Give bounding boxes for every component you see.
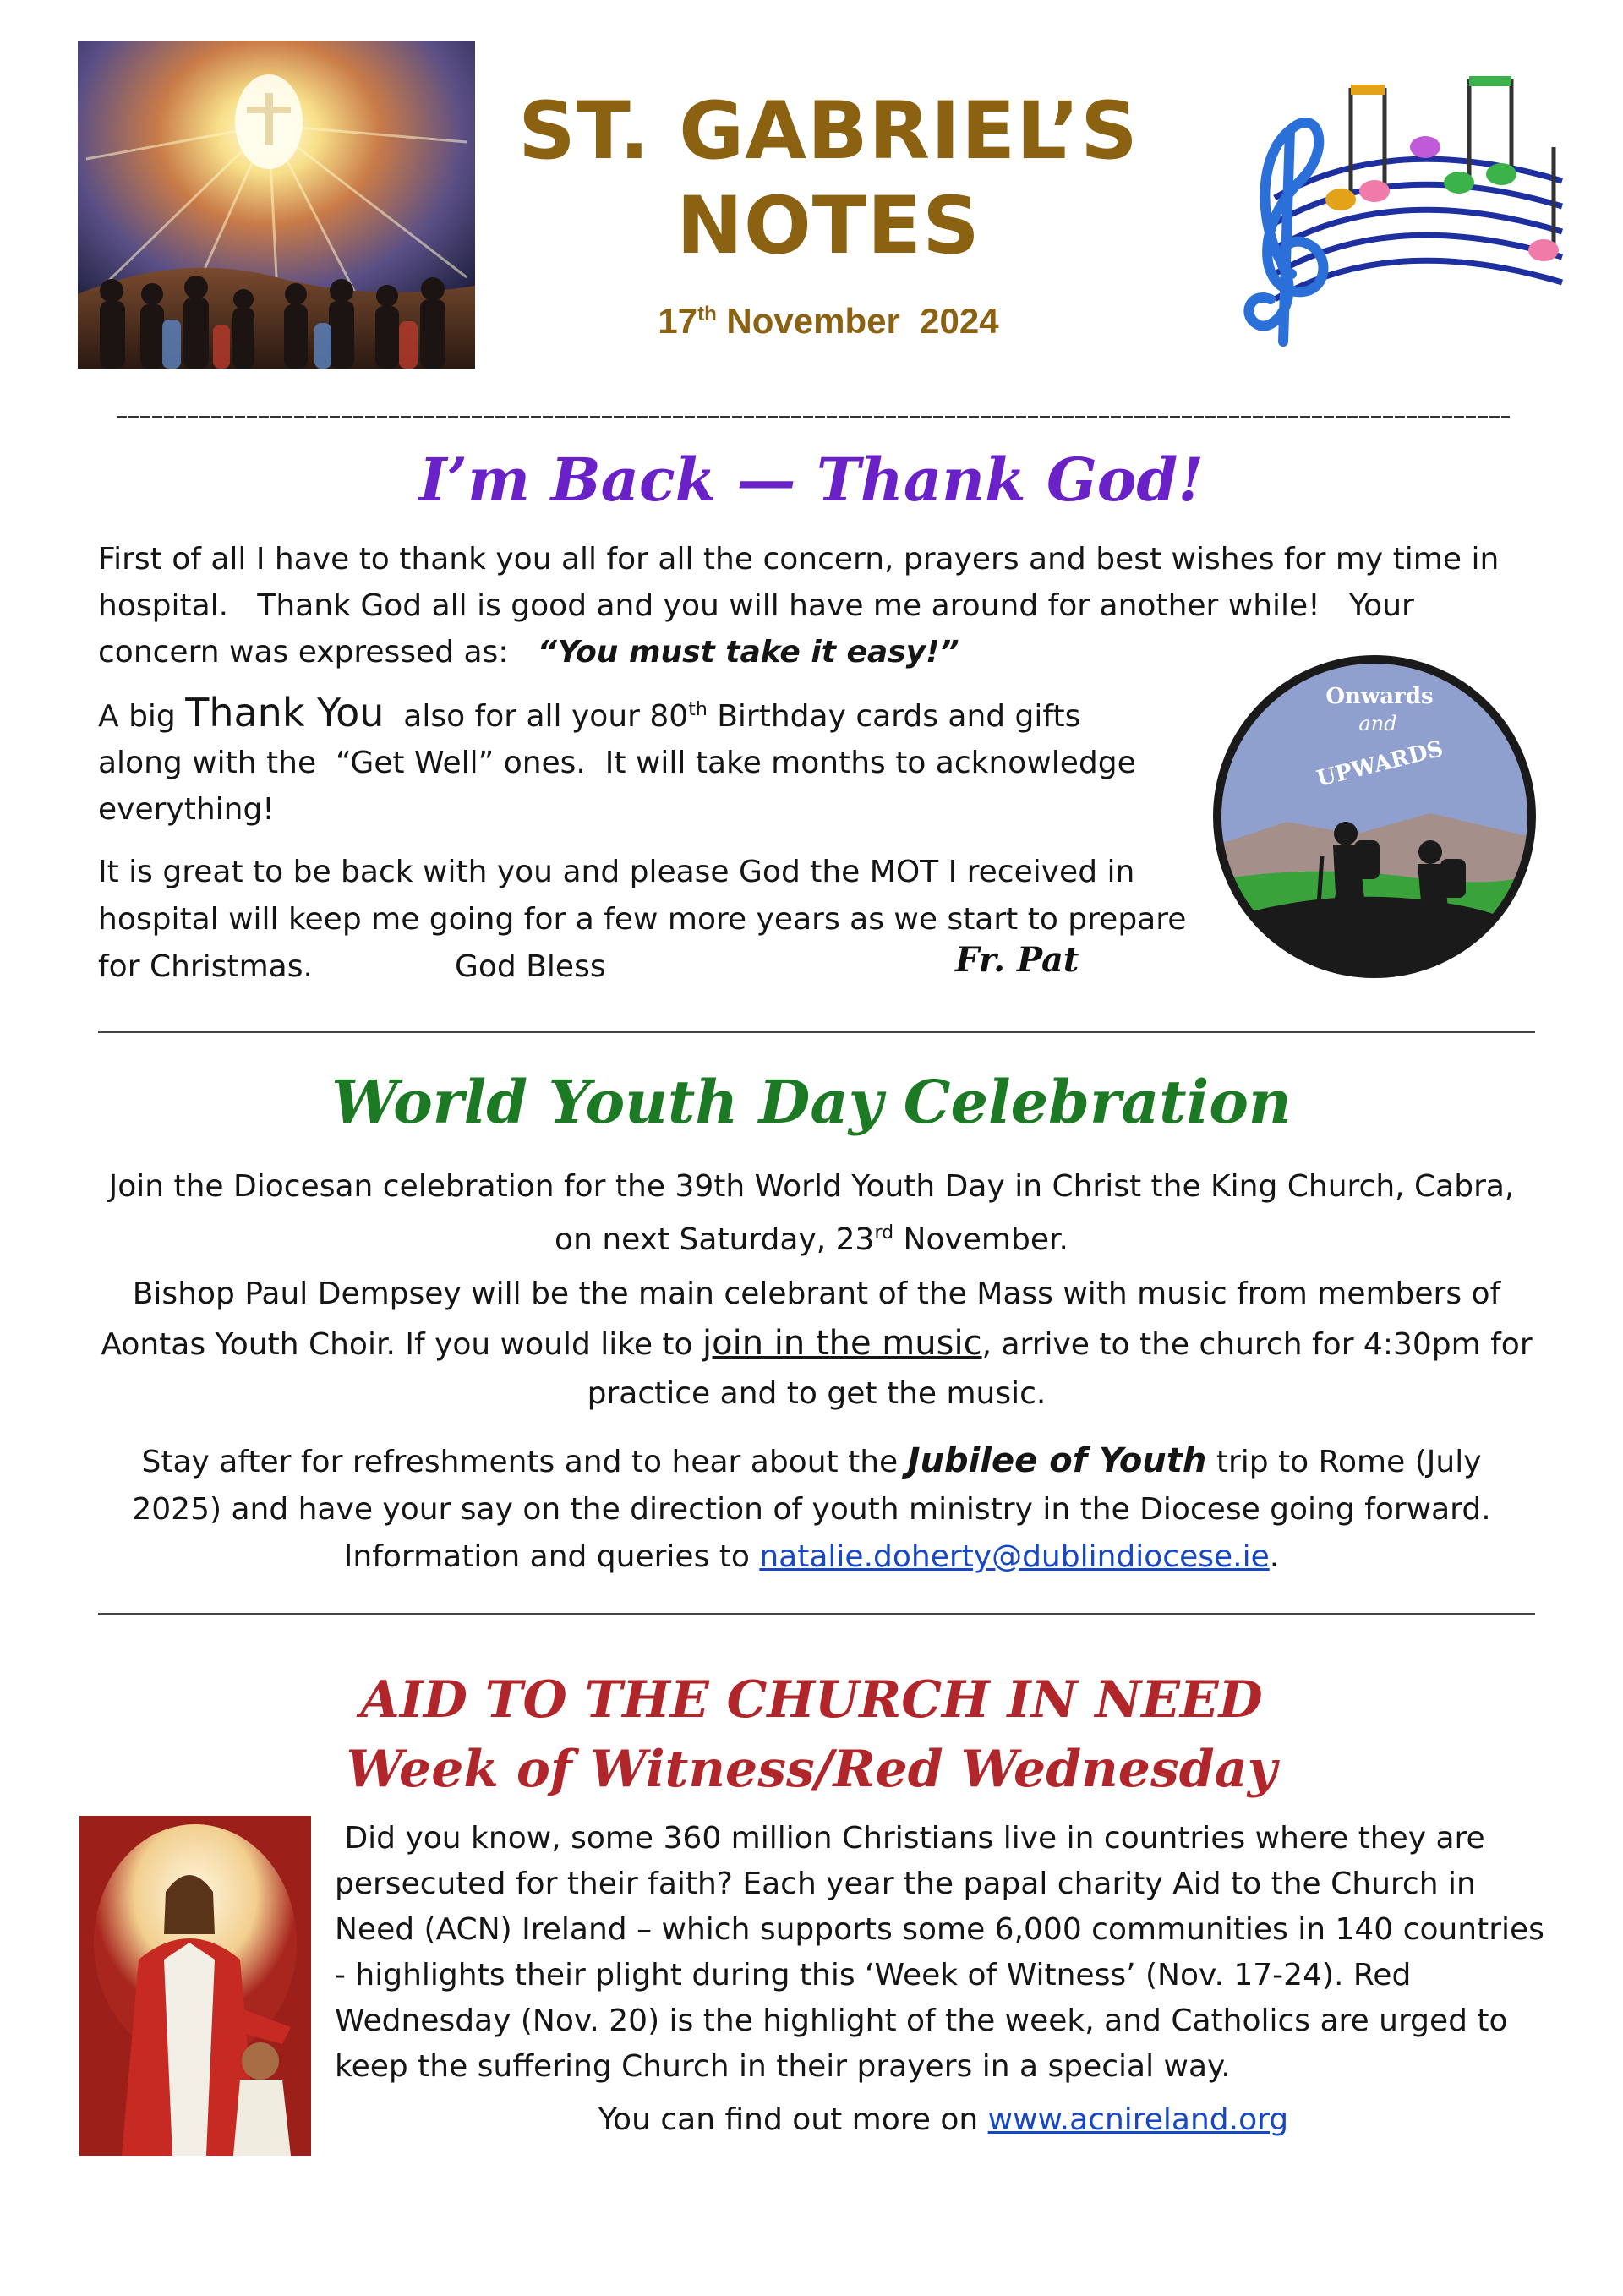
signature-fr-pat: Fr. Pat [955, 940, 1079, 980]
paragraph-acn-more [335, 2096, 1552, 2143]
music-notes-image [1224, 54, 1571, 369]
date-suffix: th [697, 303, 717, 325]
god-bless-text: God Bless [455, 949, 606, 984]
title-line-1: ST. GABRIEL’S [518, 85, 1139, 178]
wyd-date-ordinal: rd [874, 1222, 894, 1244]
paragraph-wyd-stay [127, 1437, 1520, 1581]
back-with-you-text: It is great to be back with you and please God the MOT I received in hospital will keep me going for a few more years as we start to prepare for Christmas. [98, 855, 1187, 984]
birthday-ordinal: th [688, 699, 708, 720]
section-heading-world-youth-day: World Youth Day Celebration [331, 1067, 1292, 1137]
date-day: 17 [658, 301, 698, 341]
thank-you-word: Thank You [185, 690, 385, 735]
heading-week-of-witness: Week of Witness/Red Wednesday [346, 1740, 1277, 1799]
find-out-more-text: You can find out more on [598, 2102, 988, 2137]
wyd-join-end: November. [893, 1222, 1068, 1257]
wyd-bishop-text: Bishop Paul Dempsey will be the main celebrant of the Mass with music from members of Aontas Youth Choir. If you would like to [101, 1276, 1511, 1362]
heading-thank-god-part: Thank God! [816, 445, 1205, 515]
paragraph-birthday [98, 686, 1146, 833]
date-rest: November 2024 [716, 301, 999, 341]
section1-divider [98, 1031, 1535, 1033]
ascension-painting [78, 41, 475, 369]
section2-divider [98, 1613, 1535, 1615]
heading-im-back-part: I’m Back — [418, 445, 817, 515]
jesus-painting-art [79, 1816, 311, 2156]
jesus-helping-image [79, 1816, 311, 2156]
hikers-badge-art [1210, 653, 1538, 981]
birthday-intro: A big [98, 699, 186, 734]
paragraph-acn: Did you know, some 360 million Christians live in countries where they are persecuted for their faith? Each year the papal charity Aid to the Church in Need (ACN) Ireland – which supports some 6,000 communities in 140 countries - highlights their plight during this ‘Week of Witness’ (Nov. 17-24). Red Wednesday (Nov. 20) is the highlight of the week, and Catholics are urged to keep the suffering Church in their prayers in a special way. [335, 1821, 1555, 2084]
badge-onwards: Onwards [1325, 684, 1434, 709]
acn-website-link[interactable]: www.acnireland.org [987, 2102, 1289, 2137]
take-it-easy-quote: “You must take it easy!” [537, 635, 959, 670]
join-in-the-music-text: join in the music [702, 1324, 982, 1363]
newsletter-title [507, 85, 1150, 274]
thanks-text: First of all I have to thank you all for all the concern, prayers and best wishes for my time in hospital. Thank God all is good and you will have me around for another while! Your concern was expressed as: [98, 542, 1509, 670]
wyd-stay-end: . [1269, 1539, 1280, 1574]
birthday-text-a: also for all your 80 [384, 699, 689, 734]
heading-aid-to-the-church: AID TO THE CHURCH IN NEED [360, 1670, 1263, 1730]
ascension-painting-art [78, 41, 475, 369]
email-link[interactable]: natalie.doherty@dublindiocese.ie [759, 1539, 1270, 1574]
badge-upwards: UPWARDS [1314, 735, 1446, 792]
section-heading-acn [0, 1665, 1623, 1804]
wyd-bishop-end: , arrive to the church for 4:30pm for practice and to get the music. [587, 1327, 1533, 1411]
jubilee-of-youth-text: Jubilee of Youth [907, 1441, 1207, 1480]
music-staff-art [1224, 54, 1571, 369]
newsletter-date [507, 301, 1150, 342]
wyd-stay-text-b: trip to Rome (July 2025) and have your say on the direction of youth ministry in the Diocese going forward. Information and queries to [132, 1445, 1520, 1574]
wyd-stay-text: Stay after for refreshments and to hear about the [141, 1445, 908, 1479]
title-line-2: NOTES [676, 180, 981, 272]
wyd-join-text: Join the Diocesan celebration for the 39th World Youth Day in Christ the King Church, Cabra, on next Saturday, 23 [108, 1169, 1515, 1257]
paragraph-wyd-bishop [98, 1270, 1535, 1419]
section-heading-im-back [0, 440, 1623, 537]
badge-and: and [1358, 712, 1397, 735]
header-divider [117, 416, 1510, 418]
birthday-text-b: Birthday cards and gifts along with the “Get Well” ones. It will take months to acknowledge everything! [98, 699, 1146, 827]
paragraph-wyd-join [101, 1163, 1522, 1263]
onwards-upwards-badge [1210, 653, 1538, 981]
